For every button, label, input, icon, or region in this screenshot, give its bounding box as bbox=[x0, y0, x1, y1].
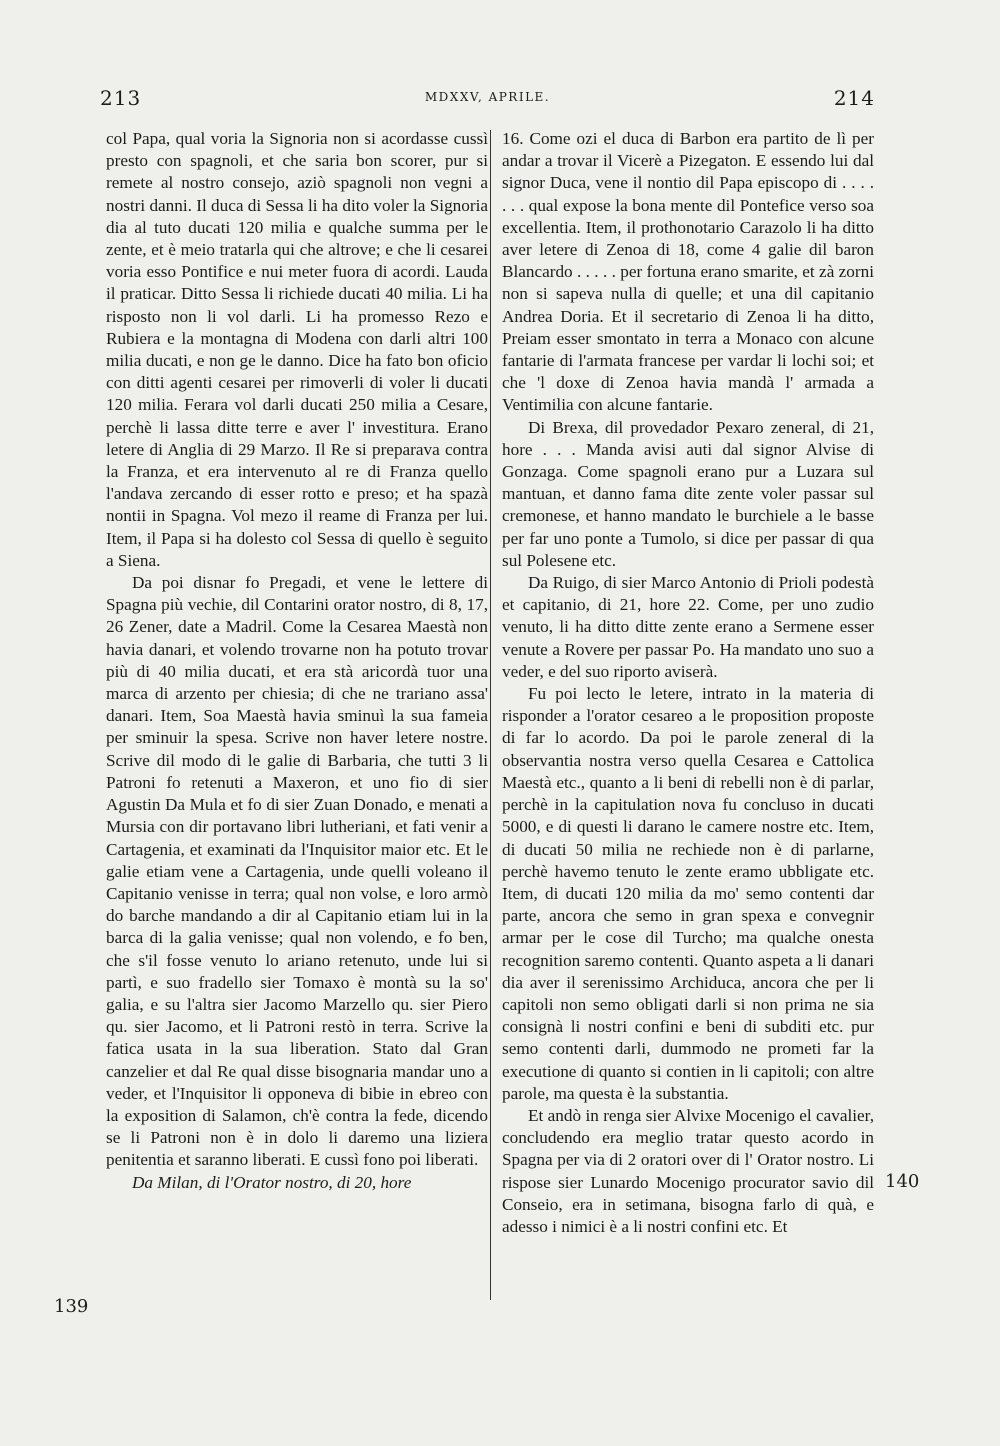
page-number-left: 213 bbox=[100, 86, 142, 110]
paragraph: 16. Come ozi el duca di Barbon era partito de lì per andar a trovar il Vicerè a Pizegaton. E essendo lui dal signor Duca, vene il nontio dil Papa episcopo di . . . . . . . qual expose la bona mente dil Pontefice verso soa excellentia. Item, il prothonotario Carazolo li ha ditto aver letere di Zenoa di 18, come 4 galie dil baron Blancardo . . . . . per fortuna erano smarite, et zà zorni non si sapeva nulla di quelle; et una dil capitanio Andrea Doria. Et il secretario di Zenoa li ha ditto, Preiam esser smontato in terra a Monaco con alcune fantarie di l'armata francese per vardar li lochi soi; et che 'l doxe di Zenoa havia mandà l' armada a Ventimilia con alcune fantarie. bbox=[502, 129, 874, 415]
margin-number-left: 139 bbox=[54, 1296, 89, 1317]
paragraph: Da poi disnar fo Pregadi, et vene le lettere di Spagna più vechie, dil Contarini orator nostro, di 8, 17, 26 Zener, date a Madril. Come la Cesarea Maestà non havia danari, et volendo trovarne non ha potuto trovar più di 40 milia ducati, et era stà aricordà tuor una marca di arzento per chiesia; di che ne trariano assa' danari. Item, Soa Maestà havia sminuì la sua fameia per sminuir la spesa. Scrive non haver letere nostre. Scrive dil modo di le galie di Barbaria, che tutti 3 li Patroni fo retenuti a Maxeron, et uno fio di sier Agustin Da Mula et fo di sier Zuan Donado, e menati a Mursia con dir portavano libri lutheriani, et fati venir a Cartagenia, et examinati da l'Inquisitor maior etc. Et le galie etiam vene a Cartagenia, unde quelli voleano il Capitanio venisse in terra; qual non volse, e loro armò do barche mandando a dir al Capitanio etiam lui in la barca di la galia venisse; qual non volendo, e fo ben, che s'il fosse venuto lo ariano retenuto, unde lui si partì, e suo fradello sier Tomaxo è montà su la so' galia, e su l'altra sier Jacomo Marzello qu. sier Piero qu. sier Jacomo, et li Patroni restò in terra. Scrive la fatica usata in la sua liberation. Stato dal Gran canzelier et dal Re qual disse bisognaria mandar uno a veder, et l'Inquisitor li opponeva di bibie in ebreo con la exposition di Salamon, ch'è contra la fede, dicendo se li Patroni non è in dolo li daremo una liziera penitentia et saranno liberati. E cussì fono poi liberati. bbox=[106, 573, 488, 1170]
paragraph: col Papa, qual voria la Signoria non si acordasse cussì presto con spagnoli, et che saria bon scorer, pur si remete al nostro consejo, aziò spagnoli non vegni a nostri danni. Il duca di Sessa li ha dito voler la Signoria dia al tuto ducati 120 milia e qualche summa per le zente, et è meio tratarla qui che altrove; e che li cesarei voria esso Pontifice e nui meter fuora di acordi. Lauda il praticar. Ditto Sessa li richiede ducati 40 milia. Li ha risposto non li vol darli. Li ha promesso Rezo e Rubiera e la montagna di Modena con darli altri 100 milia ducati, e non ge le danno. Dice ha fato bon oficio con ditti agenti cesarei per rimoverli di voler li ducati 120 milia. Ferara vol darli ducati 250 milia a Cesare, perchè li lassa ditte terre e aver l' investitura. Erano letere di Anglia di 29 Marzo. Il Re si preparava contra la Franza, et era intervenuto al re di Franza quello l'andava zercando di esser rotto e preso; et ha spazà nontii in Spagna. Vol mezo il reame di Franza per lui. Item, il Papa si ha dolesto col Sessa di quello è seguito a Siena. bbox=[106, 129, 488, 570]
column-divider bbox=[490, 130, 491, 1300]
page-number-right: 214 bbox=[833, 86, 875, 110]
left-column bbox=[106, 128, 488, 1194]
running-title: MDXXV, APRILE. bbox=[424, 90, 551, 104]
page-header bbox=[100, 86, 875, 112]
paragraph: Da Ruigo, di sier Marco Antonio di Prioli podestà et capitanio, di 21, hore 22. Come, per uno zudio venuto, li ha ditto ditte zente erano a Sermene esser venute a Rovere per passar Po. Ha mandato uno suo a veder, e del suo riporto aviserà. bbox=[502, 573, 874, 681]
paragraph: Da Milan, di l'Orator nostro, di 20, hore bbox=[132, 1172, 412, 1192]
margin-number-right: 140 bbox=[885, 1171, 920, 1192]
paragraph: Et andò in renga sier Alvixe Mocenigo el cavalier, concludendo era meglio tratar questo acordo in Spagna per via di 2 oratori over di l' Orator nostro. Li rispose sier Lunardo Mocenigo procurator savio dil Conseio, era in setimana, bisogna farlo di quà, e adesso i nimici è a li nostri confini etc. Et bbox=[502, 1105, 874, 1236]
right-column bbox=[502, 128, 874, 1238]
paragraph: Di Brexa, dil provedador Pexaro zeneral, di 21, hore . . . Manda avisi auti dal signor Alvise di Gonzaga. Come spagnoli erano pur a Luzara sul mantuan, et danno fama dite zente voler passar sul cremonese, et hanno mandato le burchiele a le basse per far uno ponte a Tumolo, si dice per passar di qua sul Polesene etc. bbox=[502, 417, 874, 570]
paragraph: Fu poi lecto le letere, intrato in la materia di risponder a l'orator cesareo a le proposition proposte di far lo acordo. Da poi le parole zeneral di la observantia nostra verso quella Cesarea e Cattolica Maestà etc., quanto a li beni di rebelli non è di parlar, perchè in la capitulation nova fu concluso in ducati 5000, e di questi li darano le camere nostre etc. Item, di ducati 50 milia ne rechiede non è di parlarne, perchè havemo tenuto le zente eramo ubbligate etc. Item, di ducati 120 milia da mo' semo contenti dar parte, ancora che semo in gran spexa e convegnir armar per le cose dil Turcho; ma qualche onesta recognition saremo contenti. Quanto aspeta a li danari dia aver il serenissimo Archiduca, ancora che per li capitoli non semo obligati darli si non prima ne sia consignà li nostri confini e beni di subditi etc. pur semo contenti darli, dummodo ne prometi far la executione di quanto si contien in li capitoli; con altre parole, ma questa è la substantia. bbox=[502, 684, 874, 1103]
